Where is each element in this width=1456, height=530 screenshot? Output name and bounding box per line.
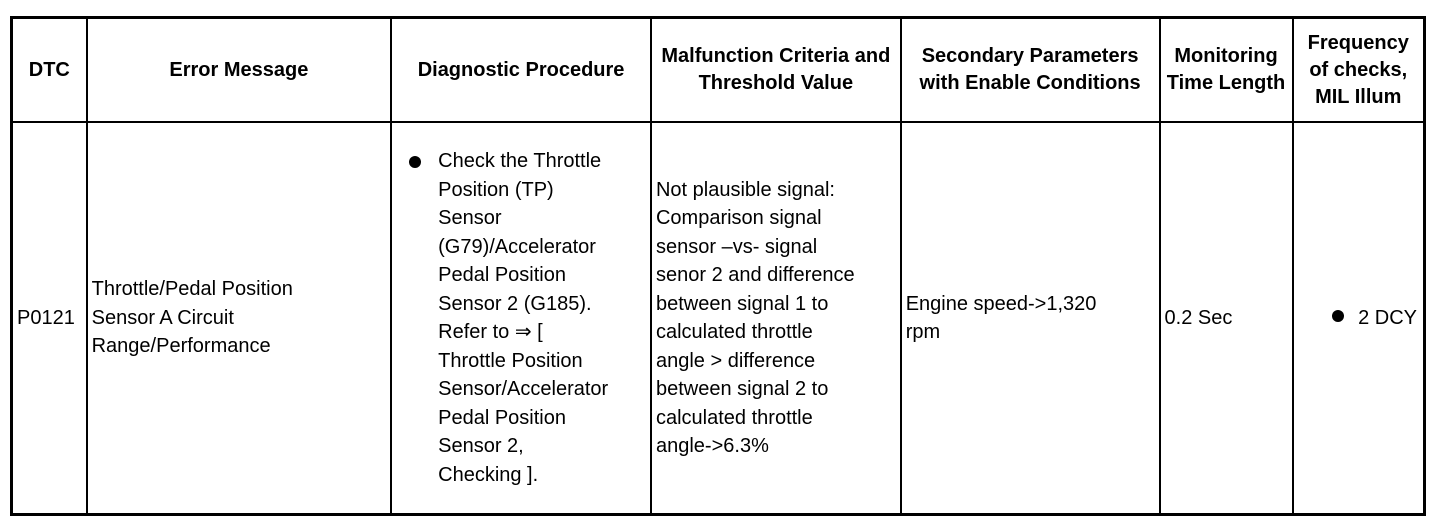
procedure-list	[396, 147, 646, 489]
monitoring-time-cell: 0.2 Sec	[1160, 122, 1293, 515]
bullet-icon	[409, 156, 421, 168]
header-diagnostic-procedure: Diagnostic Procedure	[391, 18, 651, 123]
procedure-text: Check the Throttle Position (TP) Sensor (G79)/Accelerator Pedal Position Sensor 2 (G185). Refer to ⇒ [ Throttle Position Sensor/Accelerator Pedal Position Sensor 2, Checking ].	[438, 150, 609, 486]
list-item	[396, 147, 646, 489]
header-monitoring-time: Monitoring Time Length	[1160, 18, 1293, 123]
table-row	[12, 122, 1425, 515]
dtc-code-cell: P0121	[12, 122, 87, 515]
dtc-table	[10, 16, 1426, 516]
error-message-cell: Throttle/Pedal Position Sensor A Circuit Range/Performance	[87, 122, 392, 515]
header-error-message: Error Message	[87, 18, 392, 123]
header-secondary-parameters: Secondary Parameters with Enable Conditions	[901, 18, 1160, 123]
bullet-icon	[1332, 310, 1344, 322]
frequency-text: 2 DCY	[1358, 306, 1417, 329]
header-dtc: DTC	[12, 18, 87, 123]
header-malfunction-criteria: Malfunction Criteria and Threshold Value	[651, 18, 901, 123]
header-row	[12, 18, 1425, 123]
malfunction-criteria-cell: Not plausible signal: Comparison signal sensor –vs- signal senor 2 and difference between signal 1 to calculated throttle angle > difference between signal 2 to calculated throttle angle->6.3%	[651, 122, 901, 515]
header-frequency: Frequency of checks, MIL Illum	[1293, 18, 1425, 123]
diagnostic-procedure-cell	[391, 122, 651, 515]
secondary-parameters-cell: Engine speed->1,320 rpm	[901, 122, 1160, 515]
frequency-cell	[1293, 122, 1425, 515]
